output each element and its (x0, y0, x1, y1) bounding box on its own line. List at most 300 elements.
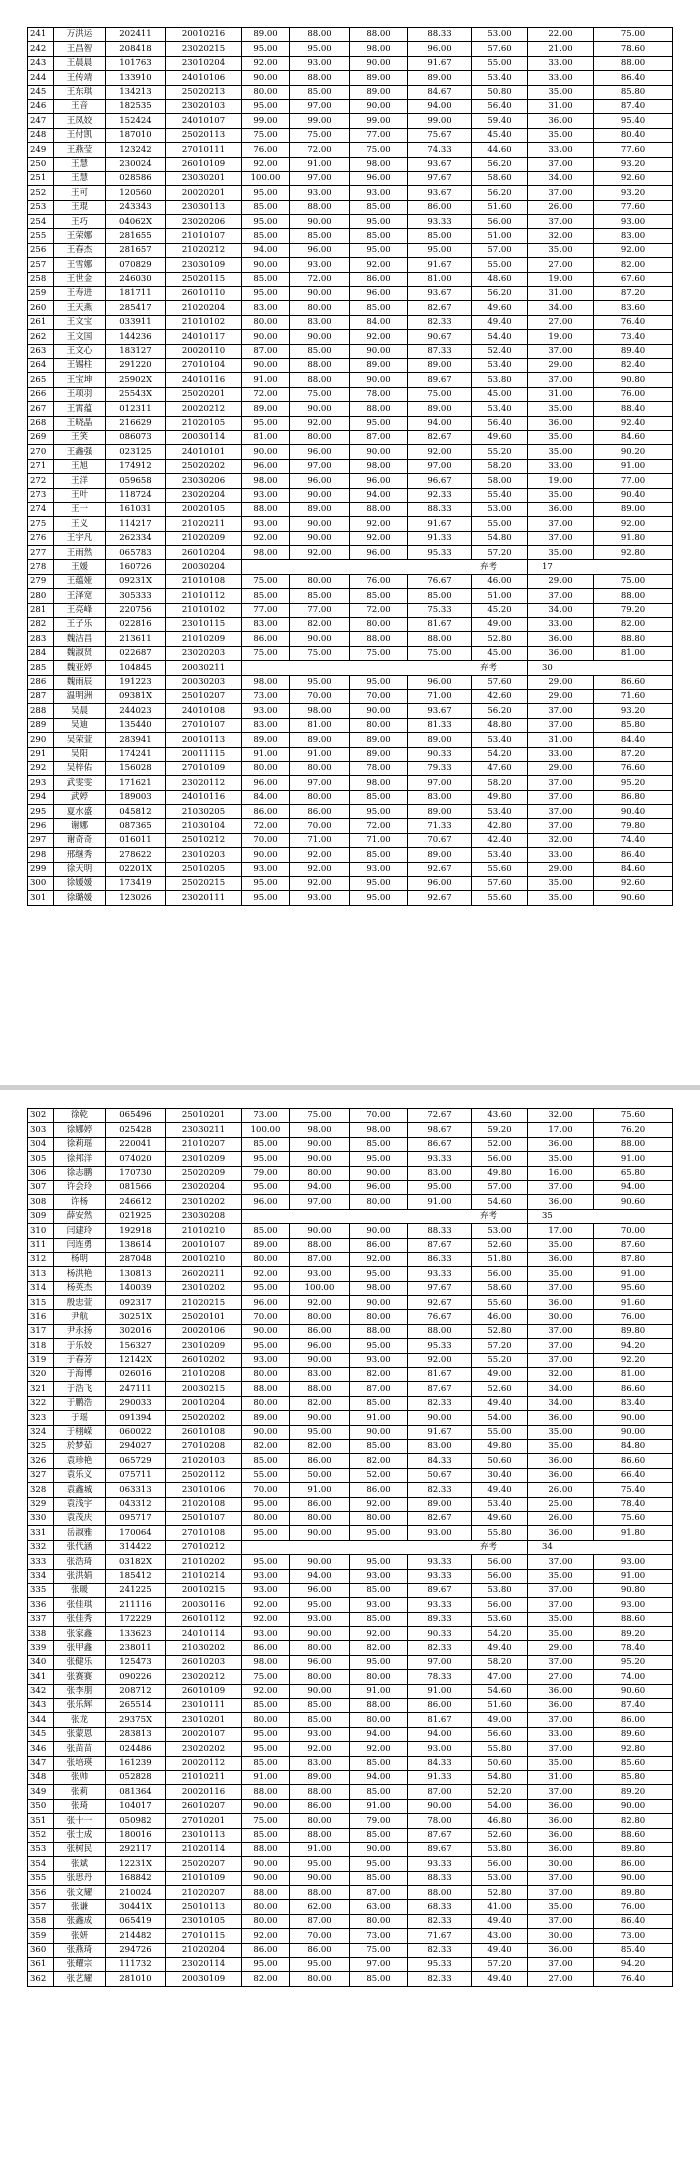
table-cell: 92.00 (242, 1267, 290, 1281)
table-cell: 265514 (106, 1699, 166, 1713)
table-cell: 30.00 (528, 1857, 594, 1871)
table-cell: 93.00 (242, 862, 290, 876)
table-cell: 92.00 (350, 1252, 408, 1266)
table-cell: 吴迪 (54, 718, 106, 732)
table-cell: 84.33 (408, 1454, 472, 1468)
table-row (28, 661, 673, 675)
table-cell: 88.33 (408, 1224, 472, 1238)
table-cell: 35.00 (528, 402, 594, 416)
table-cell: 95.00 (290, 42, 350, 56)
table-cell: 20020212 (166, 402, 242, 416)
table-cell: 290033 (106, 1396, 166, 1410)
table-row (28, 1439, 673, 1453)
table-cell: 94.00 (408, 1727, 472, 1741)
table-cell: 304 (28, 1137, 54, 1151)
table-cell: 闫连勇 (54, 1238, 106, 1252)
table-cell: 90.60 (594, 891, 673, 905)
table-cell: 075711 (106, 1468, 166, 1482)
table-cell: 21020103 (166, 1454, 242, 1468)
table-cell: 23010203 (166, 848, 242, 862)
table-cell: 50.67 (408, 1468, 472, 1482)
table-row (28, 488, 673, 502)
table-cell: 92.00 (350, 1627, 408, 1641)
table-cell: 89.00 (350, 747, 408, 761)
table-cell: 张佳秀 (54, 1612, 106, 1626)
table-cell: 70.00 (290, 1929, 350, 1943)
table-cell: 20030215 (166, 1382, 242, 1396)
table-cell: 56.40 (472, 416, 528, 430)
table-cell: 89.00 (242, 1411, 290, 1425)
table-cell: 80.00 (290, 430, 350, 444)
table-cell: 87.67 (408, 1238, 472, 1252)
table-cell: 37.00 (528, 718, 594, 732)
table-cell: 79.80 (594, 819, 673, 833)
table-cell: 24010107 (166, 114, 242, 128)
table-cell: 261 (28, 315, 54, 329)
table-row (28, 733, 673, 747)
table-cell: 王雨然 (54, 546, 106, 560)
table-cell: 88.00 (290, 1238, 350, 1252)
table-cell: 王东琪 (54, 85, 106, 99)
table-cell: 91.67 (408, 517, 472, 531)
table-cell: 214482 (106, 1929, 166, 1943)
table-cell: 274 (28, 502, 54, 516)
table-cell: 张琦 (54, 1799, 106, 1813)
table-cell: 25010212 (166, 833, 242, 847)
table-cell: 88.00 (350, 28, 408, 42)
table-cell: 86.00 (350, 1238, 408, 1252)
table-cell: 021925 (106, 1209, 166, 1223)
table-cell: 94.00 (290, 1180, 350, 1194)
table-row (28, 1267, 673, 1281)
table-cell: 24010106 (166, 71, 242, 85)
table-cell: 96.00 (290, 445, 350, 459)
table-row (28, 1713, 673, 1727)
table-cell: 045812 (106, 805, 166, 819)
table-row (28, 99, 673, 113)
table-cell: 73.40 (594, 330, 673, 344)
table-row (28, 445, 673, 459)
table-cell: 130813 (106, 1267, 166, 1281)
table-cell: 24010114 (166, 1627, 242, 1641)
table-cell: 48.60 (472, 272, 528, 286)
table-cell: 59.40 (472, 114, 528, 128)
table-cell: 张佳琪 (54, 1598, 106, 1612)
table-cell: 85.00 (350, 1785, 408, 1799)
table-cell: 93.67 (408, 157, 472, 171)
table-cell: 087365 (106, 819, 166, 833)
table-cell: 84.60 (594, 862, 673, 876)
table-cell: 160726 (106, 560, 166, 574)
table-row (28, 1900, 673, 1914)
table-cell: 王付凯 (54, 128, 106, 142)
table-cell: 83.00 (242, 618, 290, 632)
table-cell: 王慧 (54, 171, 106, 185)
table-cell: 81.00 (242, 430, 290, 444)
table-cell: 36.00 (528, 1296, 594, 1310)
table-cell: 30 (528, 661, 673, 675)
table-cell: 98.00 (350, 776, 408, 790)
table-cell: 244 (28, 71, 54, 85)
table-cell: 95.00 (290, 1598, 350, 1612)
table-cell: 140039 (106, 1281, 166, 1295)
table-cell: 76.00 (594, 387, 673, 401)
table-row (28, 1180, 673, 1194)
table-cell: 20011115 (166, 747, 242, 761)
table-cell: 88.00 (408, 1324, 472, 1338)
table-cell: 夏水盛 (54, 805, 106, 819)
table-cell: 168842 (106, 1871, 166, 1885)
table-cell: 93.00 (350, 1353, 408, 1367)
table-cell: 97.00 (408, 1655, 472, 1669)
table-cell: 29375X (106, 1713, 166, 1727)
table-cell: 89.33 (408, 1612, 472, 1626)
table-cell: 26.00 (528, 1511, 594, 1525)
table-row (28, 287, 673, 301)
table-row (28, 776, 673, 790)
table-cell: 73.00 (242, 1109, 290, 1123)
table-cell: 86.00 (594, 1713, 673, 1727)
table-cell: 92.00 (242, 56, 290, 70)
table-cell: 23010201 (166, 1713, 242, 1727)
table-cell: 20010215 (166, 1583, 242, 1597)
table-cell: 85.00 (242, 200, 290, 214)
table-cell: 80.00 (242, 1914, 290, 1928)
table-cell: 248 (28, 128, 54, 142)
table-cell: 88.33 (408, 28, 472, 42)
table-cell: 23020112 (166, 776, 242, 790)
table-cell: 03182X (106, 1555, 166, 1569)
table-cell: 21020211 (166, 517, 242, 531)
table-cell: 96.00 (290, 1339, 350, 1353)
table-cell: 91.00 (594, 459, 673, 473)
table-cell: 329 (28, 1497, 54, 1511)
table-cell: 85.00 (290, 85, 350, 99)
table-cell: 288 (28, 704, 54, 718)
table-cell: 23030201 (166, 171, 242, 185)
table-cell: 56.00 (472, 1857, 528, 1871)
table-cell: 80.00 (290, 1972, 350, 1986)
table-cell: 88.00 (350, 632, 408, 646)
table-cell: 35.00 (528, 430, 594, 444)
table-cell: 262 (28, 330, 54, 344)
table-cell: 88.00 (350, 402, 408, 416)
table-cell: 88.00 (290, 1886, 350, 1900)
table-cell: 92.00 (350, 1497, 408, 1511)
table-cell: 95.00 (290, 1857, 350, 1871)
table-cell: 42.40 (472, 833, 528, 847)
table-cell: 88.00 (594, 589, 673, 603)
table-cell: 17.00 (528, 1224, 594, 1238)
table-cell: 273 (28, 488, 54, 502)
table-cell: 356 (28, 1886, 54, 1900)
table-cell: 95.20 (594, 1655, 673, 1669)
table-row (28, 474, 673, 488)
table-cell: 241 (28, 28, 54, 42)
table-row (28, 1224, 673, 1238)
table-cell: 82.00 (290, 1396, 350, 1410)
table-cell: 37.00 (528, 344, 594, 358)
table-cell: 73.00 (594, 1929, 673, 1943)
table-cell: 89.00 (290, 1770, 350, 1784)
table-cell: 84.33 (408, 1756, 472, 1770)
table-cell: 83.00 (408, 1439, 472, 1453)
table-cell: 45.00 (472, 387, 528, 401)
table-cell: 246612 (106, 1195, 166, 1209)
table-cell: 35.00 (528, 1152, 594, 1166)
table-cell: 250 (28, 157, 54, 171)
table-cell: 91.00 (242, 373, 290, 387)
table-cell: 78.00 (408, 1814, 472, 1828)
table-cell: 83.00 (594, 229, 673, 243)
table-cell: 21010108 (166, 574, 242, 588)
table-cell: 161239 (106, 1756, 166, 1770)
table-cell: 97.67 (408, 1281, 472, 1295)
table-cell: 94.00 (350, 488, 408, 502)
table-cell: 76.67 (408, 574, 472, 588)
table-cell: 魏洁昌 (54, 632, 106, 646)
table-cell: 260 (28, 301, 54, 315)
table-cell: 85.80 (594, 85, 673, 99)
table-cell: 21010109 (166, 1871, 242, 1885)
table-cell: 35.00 (528, 1612, 594, 1626)
table-row (28, 1296, 673, 1310)
table-cell: 49.40 (472, 1943, 528, 1957)
table-cell: 83.00 (242, 718, 290, 732)
table-cell: 052828 (106, 1770, 166, 1784)
table-cell: 52.80 (472, 1886, 528, 1900)
table-cell: 37.00 (528, 157, 594, 171)
table-cell: 81.67 (408, 618, 472, 632)
table-cell: 95.00 (350, 416, 408, 430)
table-cell: 93.00 (350, 1569, 408, 1583)
table-cell: 王凤姣 (54, 114, 106, 128)
table-row (28, 42, 673, 56)
table-cell: 85.80 (594, 1770, 673, 1784)
table-cell: 98.00 (242, 474, 290, 488)
table-cell: 33.00 (528, 459, 594, 473)
table-cell: 80.00 (290, 1641, 350, 1655)
table-cell: 张洪娟 (54, 1569, 106, 1583)
table-cell: 89.00 (350, 358, 408, 372)
table-cell: 92.00 (290, 1296, 350, 1310)
table-cell: 30441X (106, 1900, 166, 1914)
table-cell: 23010111 (166, 1699, 242, 1713)
table-cell: 70.00 (242, 1310, 290, 1324)
table-cell: 91.00 (594, 1569, 673, 1583)
table-cell: 于乐姣 (54, 1339, 106, 1353)
table-cell: 72.00 (242, 387, 290, 401)
table-row (28, 56, 673, 70)
table-cell: 80.00 (350, 618, 408, 632)
table-cell: 85.80 (594, 718, 673, 732)
table-cell: 95.00 (408, 243, 472, 257)
table-cell: 88.00 (242, 1382, 290, 1396)
table-cell: 98.00 (350, 459, 408, 473)
table-cell: 王可 (54, 186, 106, 200)
table-cell: 37.00 (528, 776, 594, 790)
table-cell: 35.00 (528, 1756, 594, 1770)
table-cell: 306 (28, 1166, 54, 1180)
table-cell: 323 (28, 1411, 54, 1425)
table-cell: 52.00 (472, 1137, 528, 1151)
table-cell: 55.40 (472, 488, 528, 502)
table-cell: 55.80 (472, 1526, 528, 1540)
table-cell: 86.40 (594, 71, 673, 85)
table-cell: 23010115 (166, 618, 242, 632)
table-cell: 62.00 (290, 1900, 350, 1914)
table-cell: 74.00 (594, 1670, 673, 1684)
table-cell: 王文心 (54, 344, 106, 358)
table-cell: 93.33 (408, 1857, 472, 1871)
table-cell: 王笑 (54, 430, 106, 444)
table-cell: 296 (28, 819, 54, 833)
table-row (28, 330, 673, 344)
table-cell: 230024 (106, 157, 166, 171)
table-row (28, 1526, 673, 1540)
table-cell: 360 (28, 1943, 54, 1957)
table-cell: 26010202 (166, 1353, 242, 1367)
table-cell: 56.00 (472, 1598, 528, 1612)
table-row (28, 1152, 673, 1166)
table-cell: 54.60 (472, 1684, 528, 1698)
table-cell: 56.00 (472, 1267, 528, 1281)
table-cell: 17.00 (528, 1123, 594, 1137)
table-cell: 262334 (106, 531, 166, 545)
table-cell: 王鑫强 (54, 445, 106, 459)
table-cell: 297 (28, 833, 54, 847)
table-cell: 343 (28, 1699, 54, 1713)
table-cell: 96.00 (408, 877, 472, 891)
table-cell: 83.00 (408, 790, 472, 804)
table-row (28, 1353, 673, 1367)
table-cell: 92.00 (290, 546, 350, 560)
table-cell: 91.80 (594, 1526, 673, 1540)
table-cell: 89.80 (594, 1886, 673, 1900)
table-cell: 210024 (106, 1886, 166, 1900)
table-cell: 85.00 (242, 589, 290, 603)
table-cell: 328 (28, 1483, 54, 1497)
table-cell: 闫建玲 (54, 1224, 106, 1238)
table-cell: 78.40 (594, 1497, 673, 1511)
table-cell: 92.60 (594, 171, 673, 185)
table-cell: 53.40 (472, 805, 528, 819)
table-cell: 吴阳 (54, 747, 106, 761)
table-cell: 25020209 (166, 1166, 242, 1180)
table-cell: 杨明 (54, 1252, 106, 1266)
table-cell: 251 (28, 171, 54, 185)
table-cell: 90.00 (350, 1425, 408, 1439)
table-cell: 90.00 (242, 1799, 290, 1813)
table-cell: 88.00 (408, 632, 472, 646)
table-cell: 33.00 (528, 618, 594, 632)
table-cell: 281010 (106, 1972, 166, 1986)
table-cell: 20020112 (166, 1756, 242, 1770)
table-cell: 75.00 (350, 143, 408, 157)
table-cell: 王天燕 (54, 301, 106, 315)
score-table-page-2 (27, 1108, 673, 1987)
table-cell: 92.00 (290, 862, 350, 876)
table-cell: 王寿进 (54, 287, 106, 301)
table-cell: 12231X (106, 1857, 166, 1871)
table-cell: 50.00 (290, 1468, 350, 1482)
table-cell: 70.00 (350, 1109, 408, 1123)
table-cell: 026016 (106, 1368, 166, 1382)
table-cell: 310 (28, 1224, 54, 1238)
table-cell: 90.00 (350, 344, 408, 358)
table-cell: 27010208 (166, 1439, 242, 1453)
table-cell: 90.33 (408, 747, 472, 761)
table-cell: 85.00 (350, 1612, 408, 1626)
table-cell: 57.20 (472, 546, 528, 560)
table-cell: 80.00 (290, 790, 350, 804)
table-cell: 182535 (106, 99, 166, 113)
table-row (28, 1612, 673, 1626)
table-cell: 307 (28, 1180, 54, 1194)
table-cell: 80.00 (290, 761, 350, 775)
table-cell: 85.40 (594, 1943, 673, 1957)
table-cell: 060022 (106, 1425, 166, 1439)
table-cell: 92.00 (350, 1742, 408, 1756)
table-cell: 21020204 (166, 301, 242, 315)
table-cell: 97.00 (350, 1958, 408, 1972)
table-cell: 85.00 (242, 1699, 290, 1713)
table-cell: 22.00 (528, 28, 594, 42)
table-cell: 95.00 (290, 675, 350, 689)
table-cell: 95.00 (350, 1655, 408, 1669)
table-cell: 74.40 (594, 833, 673, 847)
table-cell: 92.67 (408, 891, 472, 905)
table-cell: 81.67 (408, 1368, 472, 1382)
table-cell: 90.00 (242, 358, 290, 372)
table-cell: 92.00 (290, 877, 350, 891)
table-cell: 89.80 (594, 1324, 673, 1338)
table-cell: 91.00 (290, 747, 350, 761)
table-row (28, 1511, 673, 1525)
table-cell: 86.00 (594, 1857, 673, 1871)
table-cell: 284 (28, 646, 54, 660)
table-cell: 84.40 (594, 733, 673, 747)
table-row (28, 128, 673, 142)
table-cell: 93.20 (594, 704, 673, 718)
table-cell: 25.00 (528, 1497, 594, 1511)
table-cell: 292117 (106, 1842, 166, 1856)
table-cell: 96.67 (408, 474, 472, 488)
table-cell: 89.00 (242, 733, 290, 747)
table-cell: 123026 (106, 891, 166, 905)
table-cell: 25020115 (166, 272, 242, 286)
table-cell: 47.00 (472, 1670, 528, 1684)
table-cell: 49.80 (472, 1166, 528, 1180)
table-cell: 95.00 (242, 1281, 290, 1295)
table-cell: 21020212 (166, 243, 242, 257)
table-cell: 25010205 (166, 862, 242, 876)
table-cell: 36.00 (528, 1943, 594, 1957)
table-cell: 88.00 (242, 1842, 290, 1856)
table-cell: 144236 (106, 330, 166, 344)
table-cell: 98.67 (408, 1123, 472, 1137)
table-cell: 85.00 (242, 1756, 290, 1770)
table-cell: 张龙 (54, 1713, 106, 1727)
table-cell: 92.40 (594, 416, 673, 430)
table-cell: 46.00 (472, 1310, 528, 1324)
table-cell: 88.00 (290, 1382, 350, 1396)
table-cell: 92.00 (350, 531, 408, 545)
table-cell: 张鑫成 (54, 1914, 106, 1928)
table-cell: 96.00 (408, 675, 472, 689)
table-cell: 张燕琦 (54, 1943, 106, 1957)
table-cell: 88.40 (594, 402, 673, 416)
